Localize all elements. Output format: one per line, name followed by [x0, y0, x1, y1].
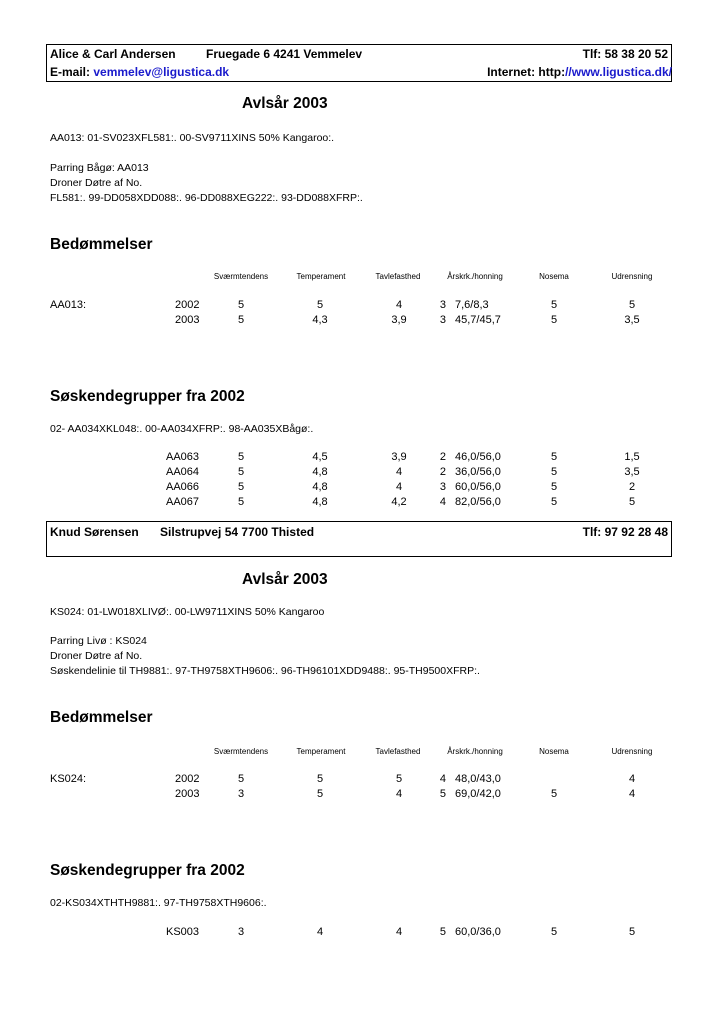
row-honey: 36,0/56,0 — [455, 466, 501, 478]
row-swarm: 3 — [237, 788, 245, 800]
row-id: AA066 — [166, 481, 200, 493]
row-comb: 4 — [395, 926, 403, 938]
pedigree-line: AA013: 01-SV023XFL581:. 00-SV9711XINS 50% Kangaroo:. — [50, 132, 335, 144]
row-count: 3 — [439, 299, 446, 311]
row-honey: 82,0/56,0 — [455, 496, 501, 508]
col-comb: Tavlefasthed — [375, 272, 421, 281]
col-swarm: Sværmtendens — [213, 272, 269, 281]
row-count: 4 — [439, 773, 446, 785]
row-comb: 4 — [395, 788, 403, 800]
row-count: 4 — [439, 496, 446, 508]
row-cleaning: 3,5 — [624, 314, 640, 326]
row-swarm: 5 — [237, 314, 245, 326]
row-count: 3 — [439, 481, 446, 493]
row-count: 5 — [439, 788, 446, 800]
row-comb: 3,9 — [391, 451, 407, 463]
row-temperament: 4,5 — [312, 451, 328, 463]
sibling-heading: Søskendegrupper fra 2002 — [50, 862, 245, 879]
col-cleaning: Udrensning — [611, 272, 653, 281]
row-swarm: 5 — [237, 773, 245, 785]
row-cleaning: 5 — [628, 299, 636, 311]
drones-label: Droner Døtre af No. — [50, 650, 143, 662]
row-id: AA013: — [50, 299, 87, 311]
row-swarm: 5 — [237, 451, 245, 463]
row-temperament: 4,8 — [312, 466, 328, 478]
col-temperament: Temperament — [296, 747, 346, 756]
ratings-heading: Bedømmelser — [50, 709, 153, 726]
row-cleaning: 1,5 — [624, 451, 640, 463]
mating-line: Parring Livø : KS024 — [50, 635, 147, 647]
col-swarm: Sværmtendens — [213, 747, 269, 756]
row-honey: 69,0/42,0 — [455, 788, 501, 800]
row-id: AA063 — [166, 451, 200, 463]
drones-label: Droner Døtre af No. — [50, 177, 143, 189]
row-count: 5 — [439, 926, 446, 938]
row-comb: 5 — [395, 773, 403, 785]
row-comb: 4 — [395, 299, 403, 311]
ratings-heading: Bedømmelser — [50, 236, 153, 253]
internet-line — [487, 65, 672, 79]
row-temperament: 4,8 — [312, 496, 328, 508]
row-honey: 60,0/56,0 — [455, 481, 501, 493]
row-cleaning: 4 — [628, 788, 636, 800]
row-comb: 4 — [395, 466, 403, 478]
breeder-name: Knud Sørensen — [50, 525, 139, 539]
row-cleaning: 4 — [628, 773, 636, 785]
row-comb: 4,2 — [391, 496, 407, 508]
row-cleaning: 2 — [628, 481, 636, 493]
row-honey: 7,6/8,3 — [455, 299, 489, 311]
breeder-address: Silstrupvej 54 7700 Thisted — [160, 525, 315, 539]
row-id: AA064 — [166, 466, 200, 478]
drones-line: Søskendelinie til TH9881:. 97-TH9758XTH9606:. 96-TH96101XDD9488:. 95-TH9500XFRP:. — [50, 665, 480, 677]
row-swarm: 5 — [237, 299, 245, 311]
row-swarm: 3 — [237, 926, 245, 938]
row-nosema: 5 — [550, 788, 558, 800]
breeder-phone: Tlf: 97 92 28 48 — [582, 525, 668, 539]
row-honey: 48,0/43,0 — [455, 773, 501, 785]
sibling-heading: Søskendegrupper fra 2002 — [50, 388, 245, 405]
internet-label: Internet: http: — [487, 65, 566, 79]
mating-line: Parring Bågø: AA013 — [50, 162, 149, 174]
col-nosema: Nosema — [539, 272, 569, 281]
row-nosema: 5 — [550, 451, 558, 463]
row-honey: 60,0/36,0 — [455, 926, 501, 938]
row-swarm: 5 — [237, 481, 245, 493]
col-cleaning: Udrensning — [611, 747, 653, 756]
row-id: KS003 — [166, 926, 200, 938]
pedigree-line: KS024: 01-LW018XLIVØ:. 00-LW9711XINS 50% Kangaroo — [50, 606, 325, 618]
row-temperament: 5 — [316, 788, 324, 800]
row-count: 2 — [439, 451, 446, 463]
internet-link[interactable]: //www.ligustica.dk/ — [565, 65, 672, 79]
row-swarm: 5 — [237, 466, 245, 478]
row-nosema: 5 — [550, 481, 558, 493]
row-temperament: 5 — [316, 299, 324, 311]
row-nosema: 5 — [550, 496, 558, 508]
breeder-phone: Tlf: 58 38 20 52 — [582, 47, 668, 61]
col-honey: Årskrk./honning — [447, 272, 503, 281]
row-temperament: 4 — [316, 926, 324, 938]
row-honey: 45,7/45,7 — [455, 314, 501, 326]
col-temperament: Temperament — [296, 272, 346, 281]
sibling-pedigree: 02- AA034XKL048:. 00-AA034XFRP:. 98-AA035XBågø:. — [50, 423, 314, 435]
row-cleaning: 5 — [628, 496, 636, 508]
breeder-name: Alice & Carl Andersen — [50, 47, 176, 61]
row-nosema: 5 — [550, 926, 558, 938]
row-count: 3 — [439, 314, 446, 326]
col-nosema: Nosema — [539, 747, 569, 756]
col-honey: Årskrk./honning — [447, 747, 503, 756]
breeder-header-box — [46, 521, 672, 557]
row-temperament: 4,3 — [312, 314, 328, 326]
row-comb: 3,9 — [391, 314, 407, 326]
row-count: 2 — [439, 466, 446, 478]
drones-line: FL581:. 99-DD058XDD088:. 96-DD088XEG222:. 93-DD088XFRP:. — [50, 192, 363, 204]
row-id: AA067 — [166, 496, 200, 508]
row-nosema: 5 — [550, 466, 558, 478]
row-year: 2003 — [175, 314, 200, 326]
row-temperament: 5 — [316, 773, 324, 785]
row-temperament: 4,8 — [312, 481, 328, 493]
section-title: Avlsår 2003 — [242, 95, 328, 112]
row-cleaning: 5 — [628, 926, 636, 938]
email-link[interactable]: vemmelev@ligustica.dk — [93, 65, 230, 79]
row-nosema: 5 — [550, 314, 558, 326]
row-honey: 46,0/56,0 — [455, 451, 501, 463]
email-line — [50, 65, 229, 79]
row-year: 2003 — [175, 788, 200, 800]
row-comb: 4 — [395, 481, 403, 493]
row-cleaning: 3,5 — [624, 466, 640, 478]
col-comb: Tavlefasthed — [375, 747, 421, 756]
sibling-pedigree: 02-KS034XTHTH9881:. 97-TH9758XTH9606:. — [50, 897, 267, 909]
row-swarm: 5 — [237, 496, 245, 508]
row-year: 2002 — [175, 299, 200, 311]
row-nosema: 5 — [550, 299, 558, 311]
section-title: Avlsår 2003 — [242, 571, 328, 588]
email-label: E-mail: — [50, 65, 94, 79]
row-year: 2002 — [175, 773, 200, 785]
breeder-address: Fruegade 6 4241 Vemmelev — [206, 47, 363, 61]
row-id: KS024: — [50, 773, 87, 785]
